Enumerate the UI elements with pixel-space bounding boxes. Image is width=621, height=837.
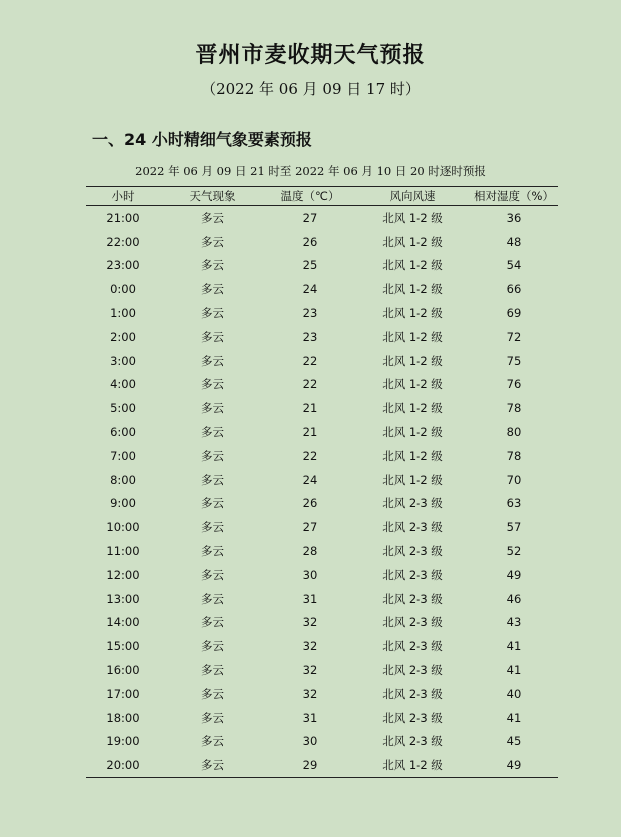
cell-wind: 北风 1-2 级: [382, 234, 443, 249]
cell-wind: 北风 2-3 级: [382, 639, 443, 654]
cell-humidity: 52: [506, 544, 522, 559]
cell-weather: 多云: [201, 710, 224, 725]
cell-wind: 北风 1-2 级: [382, 306, 443, 321]
cell-wind: 北风 1-2 级: [382, 329, 443, 344]
cell-humidity: 76: [506, 377, 522, 392]
cell-temperature: 29: [265, 753, 355, 777]
cell-temperature: 26: [302, 496, 318, 511]
cell-temperature: 23: [302, 329, 318, 344]
cell-wind: 北风 1-2 级: [382, 425, 443, 440]
cell-weather: 多云: [201, 639, 224, 654]
cell-wind: 北风 2-3 级: [382, 663, 443, 678]
header-temperature: 温度（℃）: [265, 187, 355, 206]
cell-temperature: 28: [302, 544, 318, 559]
table-row: [86, 468, 558, 492]
cell-weather: 多云: [201, 496, 224, 511]
table-row: [86, 658, 558, 682]
cell-wind: 北风 2-3 级: [382, 544, 443, 559]
cell-humidity: 78: [506, 448, 522, 463]
cell-humidity: 40: [506, 686, 522, 701]
table-caption: 2022 年 06 月 09 日 21 时至 2022 年 06 月 10 日 20 时逐时预报: [135, 164, 486, 178]
cell-temperature: 25: [302, 258, 318, 273]
table-row: [86, 682, 558, 706]
forecast-table: [86, 186, 558, 778]
cell-weather: 多云: [201, 282, 224, 297]
cell-hour: 12:00: [106, 567, 140, 582]
table-row: [86, 396, 558, 420]
header-weather: 天气现象: [160, 187, 265, 206]
table-row: [86, 611, 558, 635]
cell-temperature: 30: [302, 734, 318, 749]
cell-wind: 北风 1-2 级: [382, 258, 443, 273]
cell-wind: 北风 2-3 级: [382, 734, 443, 749]
cell-temperature: 31: [302, 710, 318, 725]
cell-humidity: 63: [506, 496, 522, 511]
table-row: [86, 206, 558, 230]
cell-weather: 多云: [160, 753, 265, 777]
cell-humidity: 66: [506, 282, 522, 297]
cell-hour: 4:00: [110, 377, 136, 392]
cell-weather: 多云: [201, 306, 224, 321]
cell-hour: 14:00: [106, 615, 140, 630]
cell-wind: 北风 2-3 级: [382, 710, 443, 725]
cell-weather: 多云: [201, 448, 224, 463]
table-row: [86, 420, 558, 444]
cell-hour: 8:00: [110, 472, 136, 487]
cell-hour: 13:00: [106, 591, 140, 606]
cell-temperature: 26: [302, 234, 318, 249]
cell-humidity: 41: [506, 639, 522, 654]
cell-humidity: 75: [506, 353, 522, 368]
cell-temperature: 22: [302, 448, 318, 463]
cell-wind: 北风 2-3 级: [382, 520, 443, 535]
cell-weather: 多云: [201, 472, 224, 487]
cell-weather: 多云: [201, 591, 224, 606]
cell-temperature: 32: [302, 639, 318, 654]
cell-humidity: 46: [506, 591, 522, 606]
cell-wind: 北风 1-2 级: [382, 282, 443, 297]
cell-wind: 北风 1-2 级: [382, 377, 443, 392]
cell-temperature: 32: [302, 615, 318, 630]
cell-weather: 多云: [201, 401, 224, 416]
table-row: [86, 587, 558, 611]
cell-weather: 多云: [201, 377, 224, 392]
table-row: [86, 515, 558, 539]
cell-weather: 多云: [201, 734, 224, 749]
section-heading: 一、24 小时精细气象要素预报: [92, 130, 312, 149]
cell-humidity: 43: [506, 615, 522, 630]
cell-weather: 多云: [201, 663, 224, 678]
cell-humidity: 72: [506, 329, 522, 344]
cell-wind: 北风 2-3 级: [382, 567, 443, 582]
cell-temperature: 21: [302, 401, 318, 416]
table-row: [86, 634, 558, 658]
cell-temperature: 27: [302, 520, 318, 535]
cell-wind: 北风 1-2 级: [382, 472, 443, 487]
cell-humidity: 54: [506, 258, 522, 273]
cell-temperature: 32: [302, 663, 318, 678]
cell-humidity: 36: [506, 210, 522, 225]
cell-humidity: 49: [470, 753, 558, 777]
cell-weather: 多云: [201, 425, 224, 440]
cell-wind: 北风 1-2 级: [382, 401, 443, 416]
cell-hour: 20:00: [86, 753, 160, 777]
cell-hour: 21:00: [106, 210, 140, 225]
header-wind: 风向风速: [355, 187, 470, 206]
cell-wind: 北风 1-2 级: [382, 448, 443, 463]
table-row: [86, 730, 558, 754]
cell-hour: 19:00: [106, 734, 140, 749]
cell-wind: 北风 2-3 级: [382, 496, 443, 511]
cell-temperature: 31: [302, 591, 318, 606]
cell-humidity: 49: [506, 567, 522, 582]
header-hour: 小时: [86, 187, 160, 206]
cell-temperature: 22: [302, 353, 318, 368]
cell-temperature: 27: [302, 210, 318, 225]
cell-hour: 2:00: [110, 329, 136, 344]
cell-temperature: 23: [302, 306, 318, 321]
cell-hour: 6:00: [110, 425, 136, 440]
cell-wind: 北风 2-3 级: [382, 686, 443, 701]
cell-hour: 9:00: [110, 496, 136, 511]
cell-weather: 多云: [201, 686, 224, 701]
table-row: [86, 492, 558, 516]
issue-time: （2022 年 06 月 09 日 17 时）: [201, 80, 420, 98]
cell-weather: 多云: [201, 234, 224, 249]
cell-hour: 11:00: [106, 544, 140, 559]
cell-hour: 0:00: [110, 282, 136, 297]
cell-temperature: 24: [302, 282, 318, 297]
cell-hour: 1:00: [110, 306, 136, 321]
cell-hour: 18:00: [106, 710, 140, 725]
cell-humidity: 80: [506, 425, 522, 440]
table-row: [86, 277, 558, 301]
cell-hour: 3:00: [110, 353, 136, 368]
table-row: [86, 325, 558, 349]
cell-hour: 16:00: [106, 663, 140, 678]
cell-hour: 17:00: [106, 686, 140, 701]
cell-humidity: 78: [506, 401, 522, 416]
cell-temperature: 32: [302, 686, 318, 701]
cell-humidity: 41: [506, 663, 522, 678]
cell-temperature: 30: [302, 567, 318, 582]
table-header-row: [86, 187, 558, 206]
cell-humidity: 70: [506, 472, 522, 487]
cell-temperature: 22: [302, 377, 318, 392]
table-row: [86, 301, 558, 325]
table-row: [86, 753, 558, 777]
cell-temperature: 21: [302, 425, 318, 440]
cell-hour: 22:00: [106, 234, 140, 249]
table-row: [86, 539, 558, 563]
cell-wind: 北风 1-2 级: [382, 210, 443, 225]
cell-humidity: 57: [506, 520, 522, 535]
cell-humidity: 45: [506, 734, 522, 749]
header-humidity: 相对湿度（%）: [470, 187, 558, 206]
cell-hour: 23:00: [106, 258, 140, 273]
forecast-table-body: [86, 206, 558, 778]
table-row: [86, 230, 558, 254]
cell-weather: 多云: [201, 258, 224, 273]
table-row: [86, 254, 558, 278]
table-row: [86, 444, 558, 468]
cell-wind: 北风 2-3 级: [382, 591, 443, 606]
cell-weather: 多云: [201, 544, 224, 559]
cell-humidity: 41: [506, 710, 522, 725]
cell-hour: 15:00: [106, 639, 140, 654]
cell-temperature: 24: [302, 472, 318, 487]
cell-hour: 5:00: [110, 401, 136, 416]
cell-hour: 10:00: [106, 520, 140, 535]
cell-weather: 多云: [201, 567, 224, 582]
cell-humidity: 48: [506, 234, 522, 249]
cell-weather: 多云: [201, 353, 224, 368]
cell-weather: 多云: [201, 520, 224, 535]
page-title: 晋州市麦收期天气预报: [195, 43, 426, 68]
cell-wind: 北风 2-3 级: [382, 615, 443, 630]
cell-wind: 北风 1-2 级: [355, 753, 470, 777]
cell-weather: 多云: [201, 615, 224, 630]
table-row: [86, 349, 558, 373]
cell-weather: 多云: [201, 329, 224, 344]
table-row: [86, 563, 558, 587]
cell-weather: 多云: [201, 210, 224, 225]
cell-wind: 北风 1-2 级: [382, 353, 443, 368]
cell-hour: 7:00: [110, 448, 136, 463]
cell-humidity: 69: [506, 306, 522, 321]
table-row: [86, 706, 558, 730]
table-row: [86, 373, 558, 397]
